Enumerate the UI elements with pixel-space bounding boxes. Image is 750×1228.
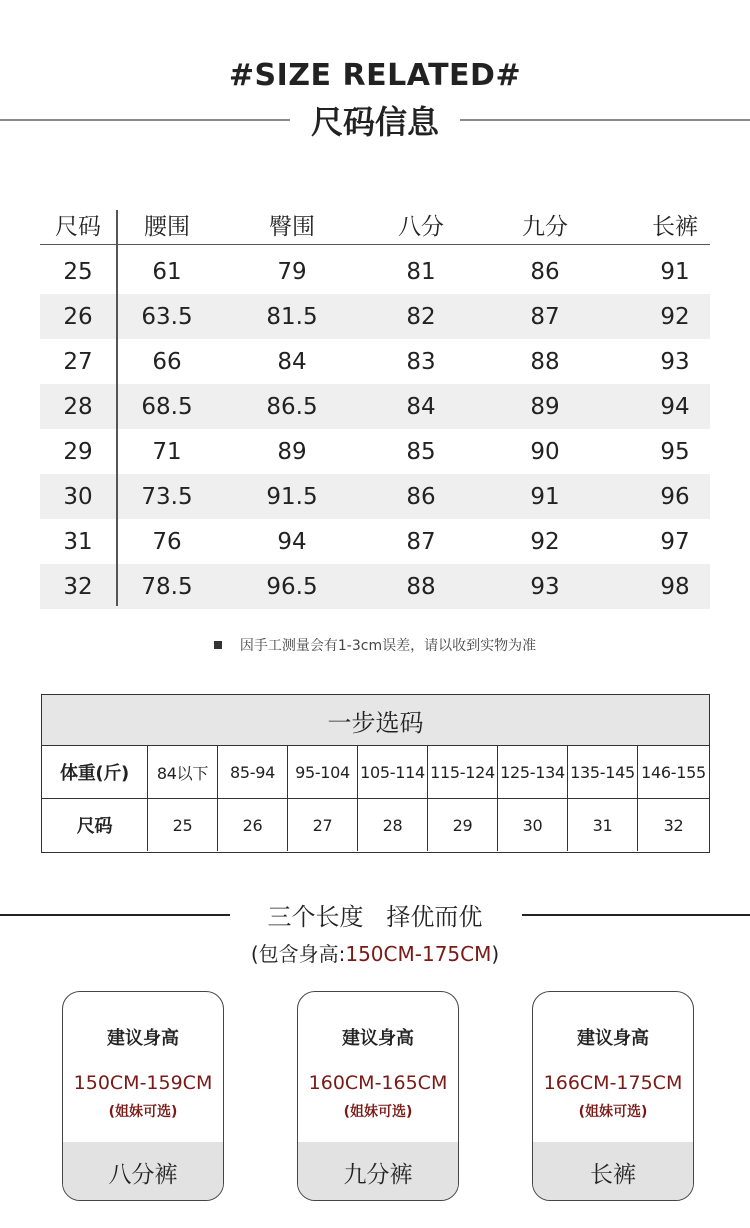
col-header-waist: 腰围 <box>144 213 190 240</box>
length-card-ninth <box>297 991 459 1201</box>
table-cell: 61 <box>152 258 182 285</box>
size-cell: 28 <box>357 799 427 851</box>
table-cell: 31 <box>63 528 93 555</box>
weight-label: 体重(斤) <box>60 763 129 784</box>
size-table-header <box>40 204 710 245</box>
table-cell: 28 <box>63 393 93 420</box>
table-cell: 94 <box>660 393 690 420</box>
divider-right <box>458 119 750 121</box>
card-length-name: 八分裤 <box>63 1142 223 1201</box>
table-cell: 86 <box>530 258 560 285</box>
col-header-ninth: 九分 <box>522 213 568 240</box>
quick-size-title: 一步选码 <box>42 695 709 746</box>
table-cell: 30 <box>63 483 93 510</box>
size-cell: 26 <box>217 799 287 851</box>
size-label: 尺码 <box>76 816 113 837</box>
table-cell: 97 <box>660 528 690 555</box>
table-cell: 73.5 <box>141 483 193 510</box>
size-row <box>42 799 709 851</box>
table-cell: 25 <box>63 258 93 285</box>
table-cell: 63.5 <box>141 303 193 330</box>
table-cell: 26 <box>63 303 93 330</box>
subtitle-height-range: 150CM-175CM <box>345 942 492 966</box>
card-length-name: 九分裤 <box>298 1142 458 1201</box>
table-row <box>40 474 710 519</box>
table-row <box>40 519 710 564</box>
table-cell: 85 <box>406 438 436 465</box>
table-cell: 96 <box>660 483 690 510</box>
table-cell: 32 <box>63 573 93 600</box>
measurement-note <box>0 635 750 655</box>
length-subtitle <box>0 938 750 967</box>
table-row <box>40 564 710 609</box>
table-cell: 87 <box>530 303 560 330</box>
table-cell: 86.5 <box>266 393 318 420</box>
length-card-long <box>532 991 694 1201</box>
weight-cell: 84以下 <box>147 746 217 798</box>
card-label: 建议身高 <box>342 1028 414 1049</box>
table-cell: 78.5 <box>141 573 193 600</box>
weight-cell: 95-104 <box>287 746 357 798</box>
card-label: 建议身高 <box>107 1028 179 1049</box>
weight-cell: 125-134 <box>497 746 567 798</box>
size-cell: 25 <box>147 799 217 851</box>
card-length-name: 长裤 <box>533 1142 693 1201</box>
table-cell: 91.5 <box>266 483 318 510</box>
size-cell: 32 <box>637 799 709 851</box>
table-cell: 81.5 <box>266 303 318 330</box>
table-divider <box>116 210 118 606</box>
table-cell: 66 <box>152 348 182 375</box>
table-cell: 82 <box>406 303 436 330</box>
table-cell: 94 <box>277 528 307 555</box>
table-cell: 79 <box>277 258 307 285</box>
table-cell: 83 <box>406 348 436 375</box>
table-cell: 88 <box>406 573 436 600</box>
table-cell: 92 <box>530 528 560 555</box>
table-cell: 95 <box>660 438 690 465</box>
table-cell: 88 <box>530 348 560 375</box>
table-cell: 84 <box>406 393 436 420</box>
card-height-range: 150CM-159CM <box>73 1072 213 1094</box>
table-row <box>40 429 710 474</box>
card-height-range: 160CM-165CM <box>308 1072 448 1094</box>
size-cell: 30 <box>497 799 567 851</box>
table-cell: 89 <box>530 393 560 420</box>
col-header-size: 尺码 <box>55 213 101 240</box>
bullet-icon <box>214 641 222 649</box>
length-card-eighth <box>62 991 224 1201</box>
weight-row <box>42 746 709 799</box>
length-title: 三个长度 择优而优 <box>230 897 520 932</box>
table-cell: 81 <box>406 258 436 285</box>
card-height-range: 166CM-175CM <box>543 1072 683 1094</box>
table-cell: 93 <box>530 573 560 600</box>
table-cell: 84 <box>277 348 307 375</box>
subtitle-prefix: (包含身高: <box>250 942 346 966</box>
table-cell: 98 <box>660 573 690 600</box>
table-cell: 89 <box>277 438 307 465</box>
table-cell: 29 <box>63 438 93 465</box>
section-title-en: #SIZE RELATED# <box>228 58 522 93</box>
section-title-cn: 尺码信息 <box>290 97 460 143</box>
size-cell: 27 <box>287 799 357 851</box>
divider-left <box>0 119 300 121</box>
col-header-eighth: 八分 <box>398 213 444 240</box>
table-cell: 87 <box>406 528 436 555</box>
weight-cell: 146-155 <box>637 746 709 798</box>
table-cell: 92 <box>660 303 690 330</box>
card-label: 建议身高 <box>577 1028 649 1049</box>
table-cell: 76 <box>152 528 182 555</box>
col-header-long: 长裤 <box>652 213 698 240</box>
table-cell: 71 <box>152 438 182 465</box>
col-header-hip: 臀围 <box>269 213 315 240</box>
table-cell: 86 <box>406 483 436 510</box>
table-cell: 93 <box>660 348 690 375</box>
table-cell: 90 <box>530 438 560 465</box>
card-option: (姐妹可选) <box>108 1104 178 1120</box>
weight-cell: 105-114 <box>357 746 427 798</box>
weight-cell: 135-145 <box>567 746 637 798</box>
table-cell: 96.5 <box>266 573 318 600</box>
length-divider-left <box>0 914 230 916</box>
table-cell: 27 <box>63 348 93 375</box>
size-cell: 29 <box>427 799 497 851</box>
weight-cell: 85-94 <box>217 746 287 798</box>
quick-size-table <box>41 694 710 853</box>
table-row <box>40 249 710 294</box>
length-divider-right <box>522 914 750 916</box>
table-row <box>40 384 710 429</box>
table-row <box>40 339 710 384</box>
table-row <box>40 294 710 339</box>
note-text: 因手工测量会有1-3cm误差，请以收到实物为准 <box>239 638 537 654</box>
card-option: (姐妹可选) <box>578 1104 648 1120</box>
size-cell: 31 <box>567 799 637 851</box>
subtitle-suffix: ) <box>491 942 500 966</box>
table-cell: 91 <box>530 483 560 510</box>
table-cell: 91 <box>660 258 690 285</box>
card-option: (姐妹可选) <box>343 1104 413 1120</box>
weight-cell: 115-124 <box>427 746 497 798</box>
table-cell: 68.5 <box>141 393 193 420</box>
